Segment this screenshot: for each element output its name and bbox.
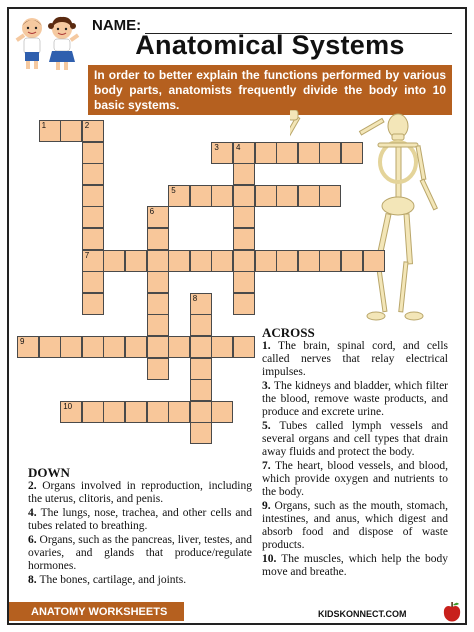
crossword-cell[interactable] bbox=[39, 120, 61, 142]
crossword-cell[interactable] bbox=[82, 206, 104, 228]
crossword-cell[interactable] bbox=[82, 142, 104, 164]
crossword-cell[interactable] bbox=[341, 250, 363, 272]
across-clue-number: 1. bbox=[262, 340, 279, 352]
crossword-cell[interactable] bbox=[147, 293, 169, 315]
crossword-cell-number: 3 bbox=[214, 142, 219, 152]
crossword-cell[interactable] bbox=[190, 314, 212, 336]
crossword-cell[interactable] bbox=[147, 314, 169, 336]
crossword-cell[interactable] bbox=[276, 142, 298, 164]
crossword-cell[interactable] bbox=[125, 250, 147, 272]
down-heading: DOWN bbox=[28, 465, 70, 480]
crossword-cell[interactable] bbox=[190, 358, 212, 380]
crossword-cell[interactable] bbox=[190, 379, 212, 401]
crossword-cell[interactable] bbox=[211, 401, 233, 423]
across-clue-text: The muscles, which help the body move and breathe. bbox=[262, 553, 448, 578]
crossword-cell[interactable] bbox=[211, 142, 233, 164]
across-clue bbox=[262, 500, 448, 552]
crossword-cell[interactable] bbox=[233, 185, 255, 207]
crossword-cell-number: 9 bbox=[20, 337, 25, 346]
crossword-cell[interactable] bbox=[82, 228, 104, 250]
crossword-cell[interactable] bbox=[233, 293, 255, 315]
crossword-cell[interactable] bbox=[233, 228, 255, 250]
crossword-cell[interactable] bbox=[60, 120, 82, 142]
down-clue bbox=[28, 534, 252, 573]
crossword-cell[interactable] bbox=[168, 250, 190, 272]
crossword-cell[interactable] bbox=[233, 250, 255, 272]
footer-badge: ANATOMY WORKSHEETS bbox=[9, 602, 184, 621]
across-clues bbox=[262, 326, 448, 580]
crossword-cell-number: 8 bbox=[192, 293, 198, 303]
crossword-cell[interactable] bbox=[147, 228, 169, 250]
crossword-cell-number: 5 bbox=[171, 185, 176, 195]
page-title: Anatomical Systems bbox=[135, 30, 405, 60]
across-clue-number: 5. bbox=[262, 420, 280, 432]
crossword-cell[interactable] bbox=[363, 250, 385, 272]
crossword-cell[interactable] bbox=[341, 142, 363, 164]
crossword-cell[interactable] bbox=[82, 401, 104, 423]
crossword-cell[interactable] bbox=[168, 336, 190, 358]
across-clue bbox=[262, 553, 448, 579]
across-clue-text: The heart, blood vessels, and blood, which provide oxygen and nutrients to the body. bbox=[262, 460, 449, 498]
crossword-cell[interactable] bbox=[103, 401, 125, 423]
down-clue-text: Organs, such as the pancreas, liver, testes, and ovaries, and glands that produce/regulate hormones. bbox=[28, 534, 252, 572]
crossword-cell[interactable] bbox=[233, 271, 255, 293]
across-clue-number: 7. bbox=[262, 460, 276, 472]
crossword-cell[interactable] bbox=[82, 185, 104, 207]
crossword-cell[interactable] bbox=[276, 185, 298, 207]
across-clue-number: 3. bbox=[262, 380, 274, 392]
crossword-cell[interactable] bbox=[82, 250, 104, 272]
crossword-cell[interactable] bbox=[190, 250, 212, 272]
crossword-cell[interactable] bbox=[147, 250, 169, 272]
across-clue-text: Tubes called lymph vessels and several organs and cell types that drain away fluids and protect the body. bbox=[262, 420, 448, 458]
crossword-cell[interactable] bbox=[298, 250, 320, 272]
crossword-cell[interactable] bbox=[233, 163, 255, 185]
crossword-cell[interactable] bbox=[211, 250, 233, 272]
crossword-cell[interactable] bbox=[82, 336, 104, 358]
crossword-cell[interactable] bbox=[255, 142, 277, 164]
crossword-cell[interactable] bbox=[125, 401, 147, 423]
crossword-cell[interactable] bbox=[147, 358, 169, 380]
crossword-cell[interactable] bbox=[319, 142, 341, 164]
down-clue bbox=[28, 507, 252, 533]
down-clue bbox=[28, 574, 252, 587]
crossword-cell[interactable] bbox=[125, 336, 147, 358]
crossword-cell[interactable] bbox=[211, 185, 233, 207]
kids-illustration-icon bbox=[12, 14, 84, 72]
crossword-cell[interactable] bbox=[319, 250, 341, 272]
crossword-cell-number: 4 bbox=[236, 142, 241, 152]
down-clues bbox=[28, 466, 252, 588]
across-clue-number: 9. bbox=[262, 500, 275, 512]
crossword-cell[interactable] bbox=[103, 336, 125, 358]
across-clue bbox=[262, 420, 448, 459]
across-clue-text: The kidneys and bladder, which filter the blood, remove waste products, and produce and excrete urine. bbox=[262, 380, 449, 418]
across-heading: ACROSS bbox=[262, 325, 315, 340]
crossword-cell[interactable] bbox=[82, 271, 104, 293]
crossword-cell[interactable] bbox=[190, 401, 212, 423]
crossword-cell[interactable] bbox=[255, 185, 277, 207]
across-clue bbox=[262, 380, 448, 419]
crossword-cell[interactable] bbox=[233, 142, 255, 164]
crossword-cell[interactable] bbox=[190, 422, 212, 444]
crossword-cell[interactable] bbox=[211, 336, 233, 358]
intro-box: In order to better explain the functions performed by various body parts, anatomists frequently divide the body into 10 basic systems. bbox=[88, 65, 452, 115]
crossword-cell[interactable] bbox=[60, 401, 82, 423]
crossword-cell[interactable] bbox=[147, 206, 169, 228]
crossword-cell-number: 6 bbox=[149, 207, 155, 217]
crossword-cell-number: 7 bbox=[84, 250, 90, 260]
crossword-cell-number: 2 bbox=[84, 121, 90, 130]
crossword-cell[interactable] bbox=[190, 185, 212, 207]
crossword-cell[interactable] bbox=[319, 185, 341, 207]
name-label: NAME: bbox=[92, 17, 142, 34]
crossword-cell[interactable] bbox=[298, 142, 320, 164]
crossword-cell[interactable] bbox=[190, 293, 212, 315]
crossword-cell[interactable] bbox=[168, 401, 190, 423]
crossword-cell[interactable] bbox=[147, 271, 169, 293]
crossword-cell[interactable] bbox=[60, 336, 82, 358]
down-clue-text: Organs involved in reproduction, including the uterus, clitoris, and penis. bbox=[28, 480, 252, 505]
crossword-cell[interactable] bbox=[82, 163, 104, 185]
down-clue-text: The bones, cartilage, and joints. bbox=[39, 574, 187, 586]
down-clue bbox=[28, 480, 252, 506]
crossword-cell[interactable] bbox=[168, 185, 190, 207]
crossword-cell[interactable] bbox=[276, 250, 298, 272]
across-clue-text: The brain, spinal cord, and cells called nerves that relay electrical impulses. bbox=[262, 340, 448, 378]
crossword-cell[interactable] bbox=[82, 293, 104, 315]
crossword-cell[interactable] bbox=[255, 250, 277, 272]
crossword-cell[interactable] bbox=[82, 120, 104, 142]
across-clue bbox=[262, 340, 448, 379]
crossword-cell[interactable] bbox=[147, 336, 169, 358]
crossword-cell-number: 1 bbox=[41, 121, 47, 130]
crossword-cell[interactable] bbox=[233, 336, 255, 358]
crossword-cell[interactable] bbox=[233, 206, 255, 228]
crossword-cell[interactable] bbox=[103, 250, 125, 272]
apple-icon bbox=[442, 601, 462, 623]
crossword-cell[interactable] bbox=[17, 336, 39, 358]
crossword-cell[interactable] bbox=[39, 336, 61, 358]
down-clue-text: The lungs, nose, trachea, and other cells and tubes related to breathing. bbox=[28, 507, 253, 532]
footer-site: KIDSKONNECT.COM bbox=[318, 609, 407, 619]
down-clue-number: 8. bbox=[28, 574, 40, 586]
down-clue-number: 6. bbox=[28, 534, 40, 546]
down-clue-number: 4. bbox=[28, 507, 41, 519]
crossword-cell-number: 10 bbox=[63, 401, 73, 411]
crossword-cell[interactable] bbox=[298, 185, 320, 207]
down-clue-number: 2. bbox=[28, 480, 43, 492]
crossword-cell[interactable] bbox=[190, 336, 212, 358]
crossword-cell[interactable] bbox=[147, 401, 169, 423]
across-clue-text: Organs, such as the mouth, stomach, intestines, and anus, which digest and absorb food and dispose of waste products. bbox=[262, 500, 448, 551]
across-clue-number: 10. bbox=[262, 553, 282, 565]
across-clue bbox=[262, 460, 448, 499]
